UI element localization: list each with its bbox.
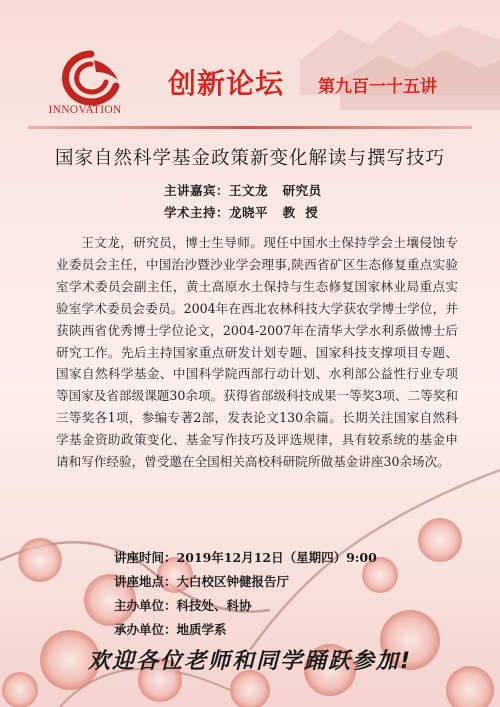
info-location (114, 572, 289, 590)
speaker-line (164, 181, 322, 199)
info-location-value: 大白校区钟健报告厅 (176, 574, 290, 589)
info-organizer-label: 主办单位： (114, 598, 177, 613)
host-name: 龙晓平 (229, 205, 269, 220)
speaker-label: 主讲嘉宾： (164, 183, 230, 198)
lecture-title: 国家自然科学基金政策新变化解读与撰写技巧 (54, 148, 445, 169)
logo-text: INNOVATION (48, 104, 122, 116)
host-label: 学术主持： (164, 205, 230, 220)
speaker-bio: 王文龙，研究员，博士生导师。现任中国水土保持学会土壤侵蚀专业委员会主任，中国治沙暨沙业学会理事,陕西省矿区生态修复重点实验室学术委员会副主任，黄土高原水土保持与生态修复国家林业局重点实验室学术委员会委员。2004年在西北农林科技大学获农学博士学位，并获陕西省优秀博士学位论文，2004-2007年在清华大学水利系做博士后研究工作。先后主持国家重点研发计划专题、国家科技支撑项目专题、国家自然科学基金、中国科学院西部行动计划、水利部公益性行业专项等国家及省部级课题30余项。获得省部级科技成果一等奖3项、二等奖和三等奖各1项，参编专著2部，发表论文130余篇。长期关注国家自然科学基金资助政策变化、基金写作技巧及评选规律，具有较系统的基金申请和写作经验，曾受邀在全国相关高校科研院所做基金讲座30余场次。 (56, 235, 458, 470)
info-location-label: 讲座地点： (114, 574, 177, 589)
info-time-label: 讲座时间： (114, 550, 177, 565)
info-organizer-value: 科技处、科协 (176, 598, 252, 613)
info-organizer (114, 596, 252, 614)
forum-title: 创新论坛 (168, 67, 285, 100)
info-host-unit-label: 承办单位： (114, 622, 177, 637)
forum-number: 第九百一十五讲 (318, 77, 437, 97)
speaker-role: 研究员 (282, 183, 322, 198)
info-host-unit (114, 620, 227, 638)
innovation-logo-icon (58, 50, 124, 106)
info-time-value: 2019年12月12日（星期四）9:00 (176, 550, 377, 565)
host-role: 教 授 (282, 205, 319, 220)
welcome-message: 欢迎各位老师和同学踊跃参加! (87, 649, 413, 674)
info-host-unit-value: 地质学系 (176, 622, 227, 637)
header-divider (28, 126, 472, 129)
host-line (164, 203, 318, 221)
info-time (114, 548, 377, 566)
speaker-name: 王文龙 (229, 183, 269, 198)
